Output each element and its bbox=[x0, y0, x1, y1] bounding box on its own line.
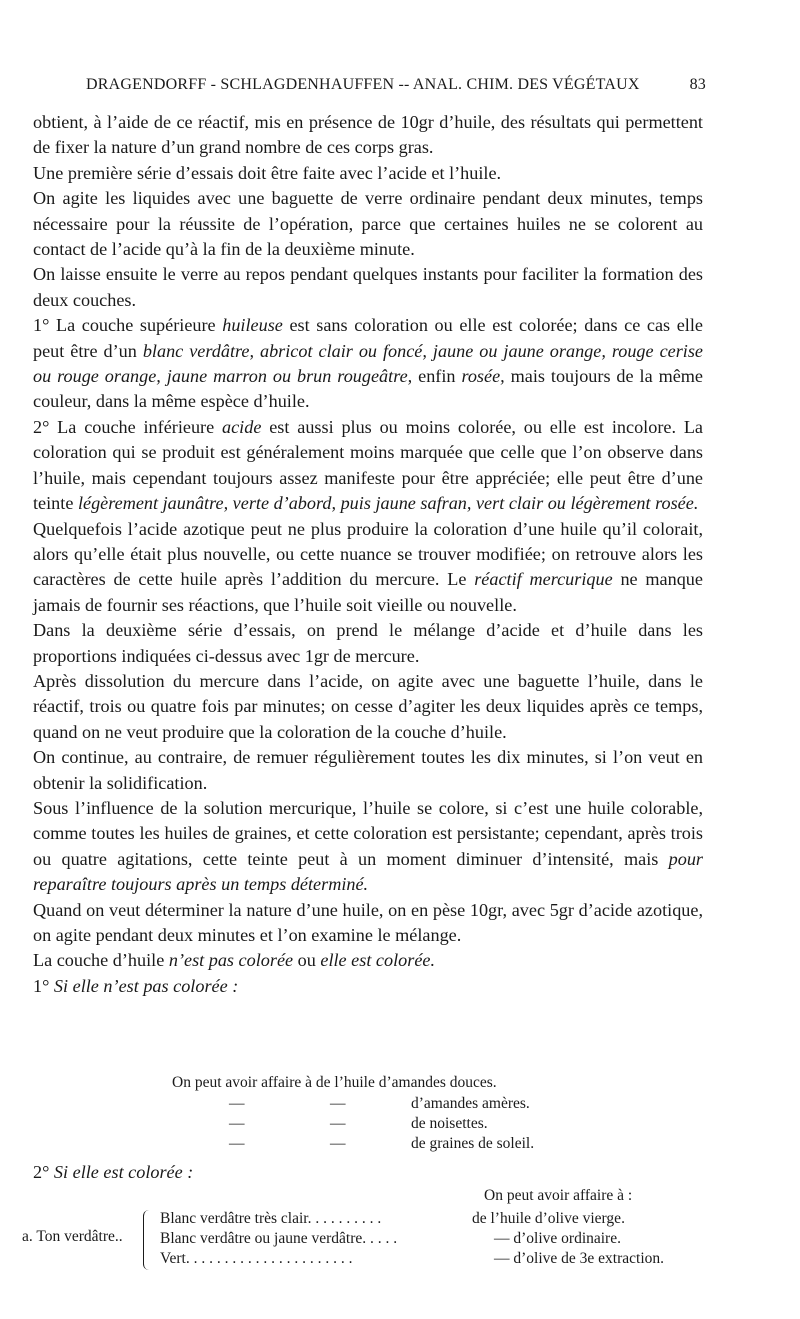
italic-run: rosée, bbox=[461, 366, 505, 387]
paragraph: Une première série d’essais doit être faite avec l’acide et l’huile. bbox=[33, 162, 502, 183]
text-run: ou bbox=[293, 950, 321, 971]
text-run: Quelquefois l’acide azotique peut ne plus produire la coloration d’une huile qu’il colorait, alors qu’elle était plus nouvelle, ou cette nuance se trouver modifiée; on retrouve alors les caractères de cette huile après l’addition du mercure. Le bbox=[33, 518, 703, 590]
list-value: d’amandes amères. bbox=[411, 1095, 530, 1112]
list-header: On peut avoir affaire à : bbox=[484, 1187, 633, 1204]
italic-run: acide bbox=[222, 416, 262, 437]
heading-number: 2° bbox=[33, 1162, 54, 1182]
italic-run: pour reparaître toujours après un temps déterminé. bbox=[33, 848, 703, 895]
section-heading bbox=[33, 1160, 193, 1185]
text-run: ne manque jamais de fournir ses réactions, que l’huile soit vieille ou nouvelle. bbox=[33, 569, 703, 615]
list-item-left: Vert. . . . . . . . . . . . . . . . . . . . . . bbox=[160, 1250, 353, 1267]
text-run: mais toujours de la même couleur, dans la même espèce d’huile. bbox=[33, 366, 704, 412]
section-heading bbox=[33, 974, 703, 999]
italic-run: légèrement jaunâtre, verte d’abord, puis jaune safran, vert clair ou légèrement rosée. bbox=[77, 493, 699, 514]
page-number: 83 bbox=[689, 76, 706, 93]
ditto-dash: — bbox=[229, 1115, 245, 1132]
ditto-dash: — bbox=[330, 1135, 346, 1152]
paragraph bbox=[33, 415, 703, 517]
text-run: enfin bbox=[412, 366, 462, 387]
paragraph: Après dissolution du mercure dans l’acide, on agite avec une baguette l’huile, dans le réactif, trois ou quatre fois par minutes; on cesse d’agiter les deux liquides après ce temps, quand on ne veut produire que la coloration de la couche d’huile. bbox=[33, 670, 703, 742]
italic-run: blanc verdâtre, abricot clair ou foncé, jaune ou jaune orange, rouge cerise ou rouge orange, jaune marron ou brun rougeâtre, bbox=[33, 340, 704, 387]
running-title: DRAGENDORFF - SCHLAGDENHAUFFEN -- ANAL. CHIM. DES VÉGÉTAUX bbox=[86, 76, 640, 93]
italic-run: elle est colorée. bbox=[320, 950, 436, 971]
list-item-right: — d’olive ordinaire. bbox=[494, 1230, 621, 1247]
paragraph bbox=[33, 313, 703, 415]
heading-text: Si elle est colorée : bbox=[53, 1162, 194, 1182]
ditto-dash: — bbox=[330, 1095, 346, 1112]
list-item-right: de l’huile d’olive vierge. bbox=[472, 1210, 625, 1227]
paragraph: Quand on veut déterminer la nature d’une huile, on en pèse 10gr, avec 5gr d’acide azotique, on agite pendant deux minutes et l’on examine le mélange. bbox=[33, 899, 703, 945]
text-run: La couche d’huile bbox=[33, 950, 169, 971]
list-value: de graines de soleil. bbox=[411, 1135, 535, 1152]
ditto-dash: — bbox=[229, 1135, 245, 1152]
text-run: est aussi plus ou moins colorée, ou elle est incolore. La coloration qui se produit est généralement moins marquée que celle que l’on observe dans l’huile, mais cependant toujours assez manifeste pour être appréciée; elle peut être d’une teinte bbox=[33, 416, 703, 514]
italic-run: réactif mercurique bbox=[474, 569, 613, 590]
running-header bbox=[86, 75, 706, 95]
text-run: Sous l’influence de la solution mercurique, l’huile se colore, si c’est une huile colorable, comme toutes les huiles de graines, et cette coloration est persistante; cependant, après trois ou quatre agitations, cette teinte peut à un moment diminuer d’intensité, mais bbox=[33, 797, 703, 869]
list-item-right: — d’olive de 3e extraction. bbox=[494, 1250, 665, 1267]
list-intro: On peut avoir affaire à de l’huile d’amandes douces. bbox=[172, 1074, 497, 1091]
italic-run: n’est pas colorée bbox=[168, 950, 294, 971]
brace-shape bbox=[143, 1210, 154, 1270]
text-run: est sans coloration ou elle est colorée; dans ce cas elle peut être d’un bbox=[33, 315, 703, 361]
text-run: 1° La couche supérieure bbox=[33, 315, 223, 336]
paragraph bbox=[33, 796, 703, 898]
heading-text: Si elle n’est pas colorée : bbox=[53, 975, 239, 996]
body-text bbox=[33, 110, 703, 999]
paragraph: obtient, à l’aide de ce réactif, mis en présence de 10gr d’huile, des résultats qui permettent de fixer la nature d’un grand nombre de ces corps gras. bbox=[33, 112, 703, 158]
paragraph: On agite les liquides avec une baguette de verre ordinaire pendant deux minutes, temps nécessaire pour la réussite de l’opération, parce que certaines huiles ne se colorent au contact de l’acide qu’à la fin de la deuxième minute. bbox=[33, 188, 703, 260]
list-item-left: Blanc verdâtre ou jaune verdâtre. . . . . bbox=[160, 1230, 398, 1247]
ditto-dash: — bbox=[229, 1095, 245, 1112]
paragraph: On laisse ensuite le verre au repos pendant quelques instants pour faciliter la formation des deux couches. bbox=[33, 264, 703, 310]
paragraph bbox=[33, 517, 703, 619]
paragraph bbox=[33, 948, 703, 973]
text-run: 2° La couche inférieure bbox=[33, 416, 223, 437]
ditto-dash: — bbox=[330, 1115, 346, 1132]
italic-run: huileuse bbox=[222, 315, 283, 336]
group-label: a. Ton verdâtre.. bbox=[22, 1228, 123, 1245]
paragraph: On continue, au contraire, de remuer régulièrement toutes les dix minutes, si l’on veut en obtenir la solidification. bbox=[33, 747, 703, 793]
heading-number: 1° bbox=[33, 975, 54, 996]
list-item-left: Blanc verdâtre très clair. . . . . . . . . . bbox=[160, 1210, 382, 1227]
list-value: de noisettes. bbox=[411, 1115, 488, 1132]
paragraph: Dans la deuxième série d’essais, on prend le mélange d’acide et d’huile dans les proportions indiquées ci-dessus avec 1gr de mercure. bbox=[33, 620, 703, 666]
